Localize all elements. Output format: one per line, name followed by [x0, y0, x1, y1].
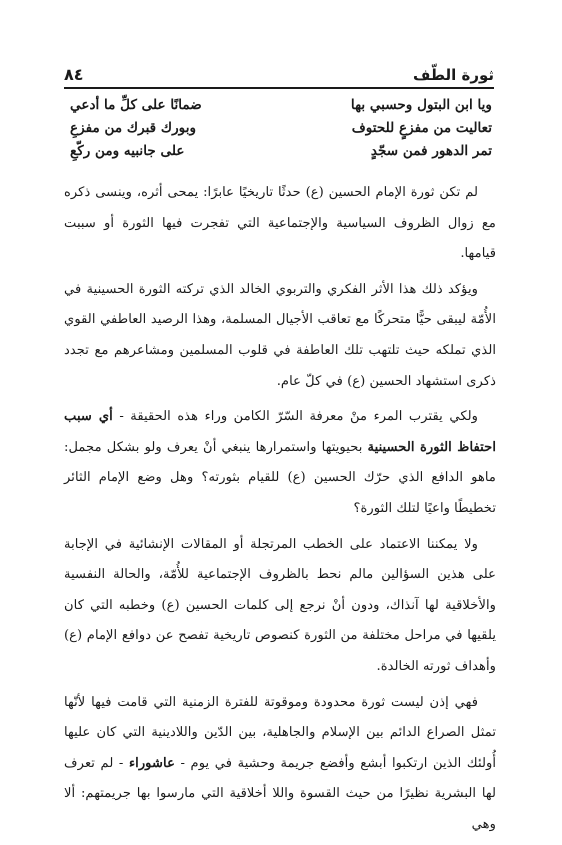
paragraph: ولا يمكننا الاعتماد على الخطب المرتجلة أو المقالات الإنشائية في الإجابة على هذين السؤالين مالم نحط بالظروف الإجتماعية للأُمّة، والحالة النفسية والأخلاقية لها آنذاك، ودون أنْ نرجع إلى كلمات الحسين (ع) وخطبه التي كان يلقيها في مراحل مختلفة من الثورة كنصوص تاريخية تفصح عن دوافع الإمام (ع) وأهداف ثورته الخالدة. — [64, 536, 496, 674]
page-number: ٨٤ — [64, 65, 84, 84]
poem-verse — [70, 94, 492, 117]
poem-verse — [70, 117, 492, 140]
paragraph: ويؤكد ذلك هذا الأثر الفكري والتربوي الخالد الذي تركته الثورة الحسينية في الأُمّة ليبقى حيًّا متحركًا مع تعاقب الأجيال المسلمة، وهذا الرصيد العاطفي القوي الذي تملكه حيث تلتهب تلك العاطفة في قلوب المسلمين ومشاعرهم مع تجدد ذكرى استشهاد الحسين (ع) في كلّ عام. — [64, 281, 496, 389]
paragraph — [64, 688, 496, 841]
page-header — [64, 58, 494, 89]
paragraph-text: - لم تعرف لها البشرية نظيرًا من حيث القسوة واللا أخلاقية التي مارسوا بها جريمتهم: ألا وهي — [64, 755, 496, 832]
paragraph-text: ولكي يقترب المرء منْ معرفة السّرّ الكامن وراء هذه الحقيقة - — [112, 409, 478, 425]
body-text — [64, 178, 496, 845]
paragraph: لم تكن ثورة الإمام الحسين (ع) حدثًا تاريخيًا عابرًا: يمحى أثره، وينسى ذكره مع زوال الظروف السياسية والإجتماعية التي تفجرت فيها الثورة أو سببت قيامها. — [64, 185, 496, 262]
verse-second-hemistich: على جانبيه ومن ركّعِ — [70, 143, 185, 159]
paragraph-text: بحيويتها واستمرارها ينبغي أنْ يعرف ولو بشكل مجمل: ماهو الدافع الذي حرّك الحسين (ع) للقيام بثورته؟ وهل وضع الإمام الثائر تخطيطًا واعيًا لتلك الثورة؟ — [64, 439, 496, 516]
emphasis-text: عاشوراء — [128, 755, 175, 771]
verse-first-hemistich: ويا ابن البتول وحسبي بها — [350, 97, 492, 113]
poem-block — [70, 94, 492, 163]
paragraph-text: فهي إذن ليست ثورة محدودة وموقوتة للفترة الزمنية التي قامت فيها لأنّها تمثل الصراع الدائم بين الإسلام والجاهلية، بين الدّين واللادينية التي كان عليها أُولئك الذين ارتكبوا أبشع وأفضع جريمة وحشية في يوم - — [64, 694, 496, 771]
running-title: ثورة الطّف — [413, 66, 494, 84]
verse-second-hemistich: وبورك قبرك من مفزعِ — [70, 120, 197, 136]
poem-verse — [70, 140, 492, 163]
verse-first-hemistich: تعاليت من مفزعٍ للحتوف — [351, 120, 492, 136]
emphasis-text: أي سبب احتفاظ الثورة الحسينية — [64, 409, 496, 455]
verse-second-hemistich: ضمانًا على كلِّ ما أدعي — [70, 97, 202, 113]
paragraph — [64, 402, 496, 524]
verse-first-hemistich: تمر الدهور فمن سجّدٍ — [370, 143, 492, 159]
